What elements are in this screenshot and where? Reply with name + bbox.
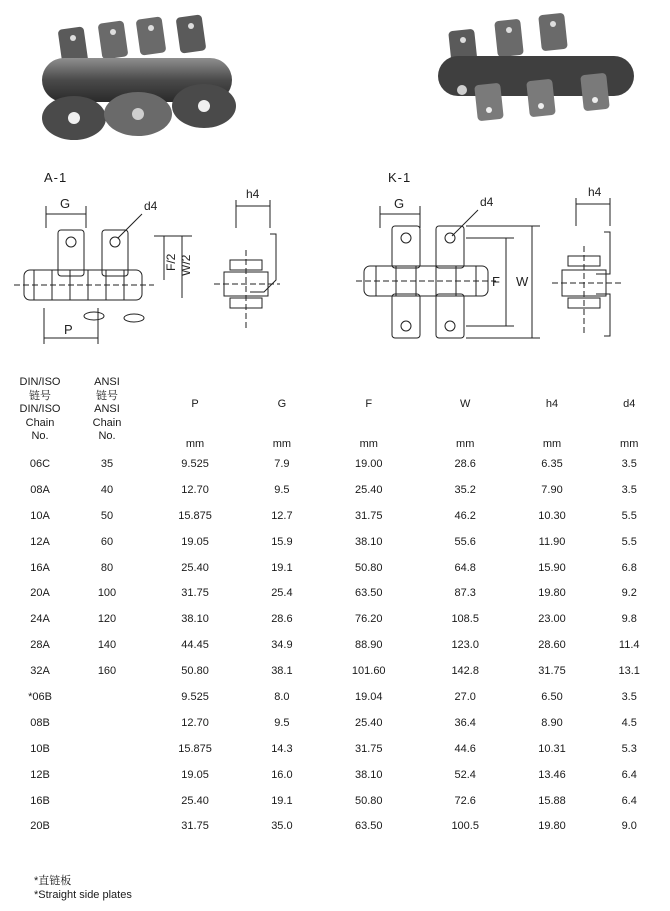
- table-cell: 38.10: [354, 535, 383, 548]
- header-f: [316, 376, 422, 451]
- table-cell: 108.5: [451, 613, 479, 626]
- table-cell: 160: [97, 665, 117, 678]
- table-cell: 38.10: [354, 768, 383, 781]
- table-cell: 4.5: [621, 716, 637, 729]
- header-w-label: W: [460, 398, 471, 410]
- table-cell: 44.45: [181, 639, 209, 652]
- header-ansi-line3: ANSI: [94, 403, 120, 415]
- table-cell: 8.0: [274, 690, 290, 703]
- table-cell: 16B: [30, 794, 50, 807]
- table-cell: 27.0: [454, 690, 476, 703]
- header-ansi-line4: Chain: [92, 416, 122, 429]
- diagram-a1: [14, 188, 304, 348]
- table-cell: 35.2: [454, 483, 476, 496]
- header-h4-label: h4: [545, 398, 559, 410]
- table-cell: 6.4: [621, 768, 637, 781]
- header-d4-label: d4: [623, 398, 636, 410]
- chain-a1-photo: [38, 14, 248, 144]
- table-cell: 80: [100, 561, 114, 574]
- table-cell: 14.3: [271, 742, 293, 755]
- table-cell: 120: [97, 613, 117, 626]
- table-cell: 60: [100, 535, 114, 548]
- table-cell: 50.80: [181, 665, 209, 678]
- table-row: [8, 477, 663, 503]
- table-cell: 19.80: [538, 587, 566, 600]
- table-cell: 142.8: [451, 665, 479, 678]
- table-cell: 9.525: [181, 690, 209, 703]
- table-cell: 15.875: [178, 742, 212, 755]
- table-cell: 13.46: [538, 768, 566, 781]
- table-cell: 10B: [30, 742, 50, 755]
- table-cell: 9.0: [621, 820, 637, 833]
- table-cell: 5.5: [621, 535, 637, 548]
- dim-p-label: P: [64, 322, 73, 337]
- table-cell: 63.50: [354, 820, 383, 833]
- table-cell: 31.75: [354, 509, 383, 522]
- table-cell: 10A: [30, 509, 50, 522]
- table-cell: 100.5: [451, 820, 479, 833]
- table-cell: *06B: [28, 690, 52, 703]
- table-cell: 3.5: [621, 483, 637, 496]
- header-ansi-line5: No.: [98, 430, 116, 442]
- table-cell: 31.75: [538, 665, 566, 678]
- table-row: [8, 684, 663, 710]
- table-cell: 15.875: [178, 509, 212, 522]
- table-cell: 64.8: [454, 561, 476, 574]
- table-cell: [72, 736, 142, 762]
- table-cell: 101.60: [351, 665, 386, 678]
- table-row: [8, 736, 663, 762]
- table-cell: 24A: [30, 613, 50, 626]
- table-cell: 28A: [30, 639, 50, 652]
- k1-dim-h4-label: h4: [588, 186, 602, 199]
- table-cell: 72.6: [454, 794, 476, 807]
- table-cell: 16.0: [271, 768, 293, 781]
- table-row: [8, 503, 663, 529]
- table-cell: 5.3: [621, 742, 637, 755]
- table-cell: 100: [97, 587, 117, 600]
- dim-h4-label: h4: [246, 188, 260, 201]
- table-cell: 12.70: [181, 483, 209, 496]
- table-cell: 7.9: [274, 457, 290, 470]
- header-din-iso: [8, 376, 72, 451]
- table-cell: 31.75: [354, 742, 383, 755]
- header-p: [142, 376, 248, 451]
- table-cell: 31.75: [181, 587, 209, 600]
- table-cell: 9.5: [274, 716, 290, 729]
- table-row: [8, 658, 663, 684]
- table-cell: 12A: [30, 535, 50, 548]
- dim-f2-label: F/2: [164, 253, 178, 271]
- table-cell: 9.2: [621, 587, 637, 600]
- table-cell: [72, 813, 142, 839]
- dim-w2-label: W/2: [179, 254, 193, 276]
- table-cell: 08B: [30, 716, 50, 729]
- table-cell: 6.4: [621, 794, 637, 807]
- table-cell: [72, 788, 142, 814]
- header-d4-unit: mm: [620, 437, 639, 450]
- table-row: [8, 580, 663, 606]
- table-cell: 140: [97, 639, 117, 652]
- table-cell: 123.0: [451, 639, 479, 652]
- table-cell: 46.2: [454, 509, 476, 522]
- table-cell: 7.90: [541, 483, 563, 496]
- diagram-k1-title: K-1: [388, 170, 412, 185]
- header-p-unit: mm: [185, 437, 205, 450]
- table-cell: 9.525: [181, 457, 209, 470]
- table-cell: 10.31: [538, 742, 566, 755]
- table-cell: 10.30: [538, 509, 566, 522]
- k1-dim-g-label: G: [394, 196, 405, 211]
- diagram-k1: [356, 186, 636, 356]
- table-cell: 08A: [30, 483, 50, 496]
- table-cell: 13.1: [618, 665, 640, 678]
- header-din-line3: DIN/ISO: [19, 403, 61, 415]
- header-g-unit: mm: [272, 437, 292, 450]
- table-cell: 19.05: [181, 535, 209, 548]
- table-cell: 34.9: [271, 639, 293, 652]
- table-cell: 28.60: [538, 639, 566, 652]
- table-cell: 38.1: [271, 665, 293, 678]
- header-ansi-line2: 链号: [96, 389, 118, 402]
- table-cell: 25.40: [354, 716, 383, 729]
- table-cell: 31.75: [181, 820, 209, 833]
- table-cell: 19.1: [271, 794, 293, 807]
- header-p-label: P: [191, 398, 199, 410]
- table-row: [8, 529, 663, 555]
- diagram-a1-title: A-1: [44, 170, 68, 185]
- chain-spec-table: [8, 376, 663, 839]
- table-cell: 15.88: [538, 794, 566, 807]
- header-g: [248, 376, 316, 451]
- table-cell: 87.3: [454, 587, 476, 600]
- table-cell: 25.4: [271, 587, 293, 600]
- table-cell: 52.4: [454, 768, 476, 781]
- dim-d4-label: d4: [144, 199, 158, 213]
- table-row: [8, 606, 663, 632]
- table-cell: 35: [100, 457, 114, 470]
- k1-dim-w-label: W: [516, 274, 529, 289]
- table-cell: 19.05: [181, 768, 209, 781]
- table-cell: 9.5: [274, 483, 290, 496]
- k1-dim-d4-label: d4: [480, 195, 494, 209]
- table-cell: 23.00: [538, 613, 566, 626]
- header-ansi: [72, 376, 142, 451]
- table-cell: 25.40: [181, 561, 209, 574]
- header-din-line5: No.: [31, 430, 49, 442]
- table-cell: 6.50: [541, 690, 563, 703]
- table-cell: 19.04: [354, 690, 383, 703]
- table-cell: 25.40: [354, 483, 383, 496]
- table-cell: 50.80: [354, 794, 383, 807]
- table-cell: 6.8: [621, 561, 637, 574]
- table-body: [8, 451, 663, 839]
- table-cell: 38.10: [181, 613, 209, 626]
- table-cell: 20A: [30, 587, 50, 600]
- table-cell: 06C: [29, 457, 51, 470]
- table-cell: 8.90: [541, 716, 563, 729]
- table-cell: 6.35: [541, 457, 563, 470]
- table-cell: 3.5: [621, 690, 637, 703]
- table-row: [8, 710, 663, 736]
- table-row: [8, 762, 663, 788]
- table-cell: [72, 762, 142, 788]
- table-row: [8, 813, 663, 839]
- table-cell: 11.4: [618, 639, 640, 652]
- table-cell: 16A: [30, 561, 50, 574]
- footnote-cn: *直链板: [34, 875, 72, 887]
- header-w: [422, 376, 509, 451]
- table-cell: 19.00: [354, 457, 383, 470]
- table-cell: 35.0: [271, 820, 293, 833]
- table-cell: 63.50: [354, 587, 383, 600]
- chain-k1-photo: [432, 10, 644, 140]
- header-f-unit: mm: [359, 437, 378, 450]
- header-din-line1: DIN/ISO: [19, 376, 61, 388]
- table-cell: 5.5: [621, 509, 637, 522]
- header-din-line2: 链号: [29, 389, 51, 402]
- table-cell: 12.70: [181, 716, 209, 729]
- table-cell: [72, 684, 142, 710]
- table-cell: 3.5: [621, 457, 637, 470]
- table-row: [8, 632, 663, 658]
- table-cell: 50: [100, 509, 114, 522]
- table-cell: 15.9: [271, 535, 293, 548]
- header-ansi-line1: ANSI: [94, 376, 120, 388]
- table-cell: 11.90: [538, 535, 566, 548]
- table-cell: 19.80: [538, 820, 566, 833]
- header-g-label: G: [277, 398, 287, 410]
- table-row: [8, 788, 663, 814]
- table-row: [8, 555, 663, 581]
- table-cell: 19.1: [271, 561, 293, 574]
- dim-g-label: G: [60, 196, 71, 211]
- table-cell: 76.20: [354, 613, 383, 626]
- footnotes: [34, 874, 132, 902]
- table-cell: 36.4: [454, 716, 476, 729]
- table-cell: 32A: [30, 665, 50, 678]
- table-cell: 44.6: [454, 742, 476, 755]
- table-cell: 12B: [30, 768, 50, 781]
- table-cell: 50.80: [354, 561, 383, 574]
- table-cell: [72, 710, 142, 736]
- header-w-unit: mm: [456, 437, 475, 450]
- header-din-line4: Chain: [25, 416, 55, 429]
- table-cell: 9.8: [621, 613, 637, 626]
- table-header-row: [8, 376, 663, 451]
- table-cell: 28.6: [271, 613, 293, 626]
- table-cell: 20B: [30, 820, 50, 833]
- table-cell: 40: [100, 483, 114, 496]
- k1-dim-f-label: F: [492, 274, 500, 289]
- table-cell: 25.40: [181, 794, 209, 807]
- table-cell: 15.90: [538, 561, 566, 574]
- header-f-label: F: [365, 398, 373, 410]
- header-d4: [595, 376, 663, 451]
- table-cell: 55.6: [454, 535, 476, 548]
- footnote-en: *Straight side plates: [34, 889, 132, 901]
- table-row: [8, 451, 663, 477]
- table-cell: 28.6: [454, 457, 476, 470]
- header-h4-unit: mm: [542, 437, 562, 450]
- table-cell: 12.7: [271, 509, 293, 522]
- table-cell: 88.90: [354, 639, 383, 652]
- header-h4: [509, 376, 596, 451]
